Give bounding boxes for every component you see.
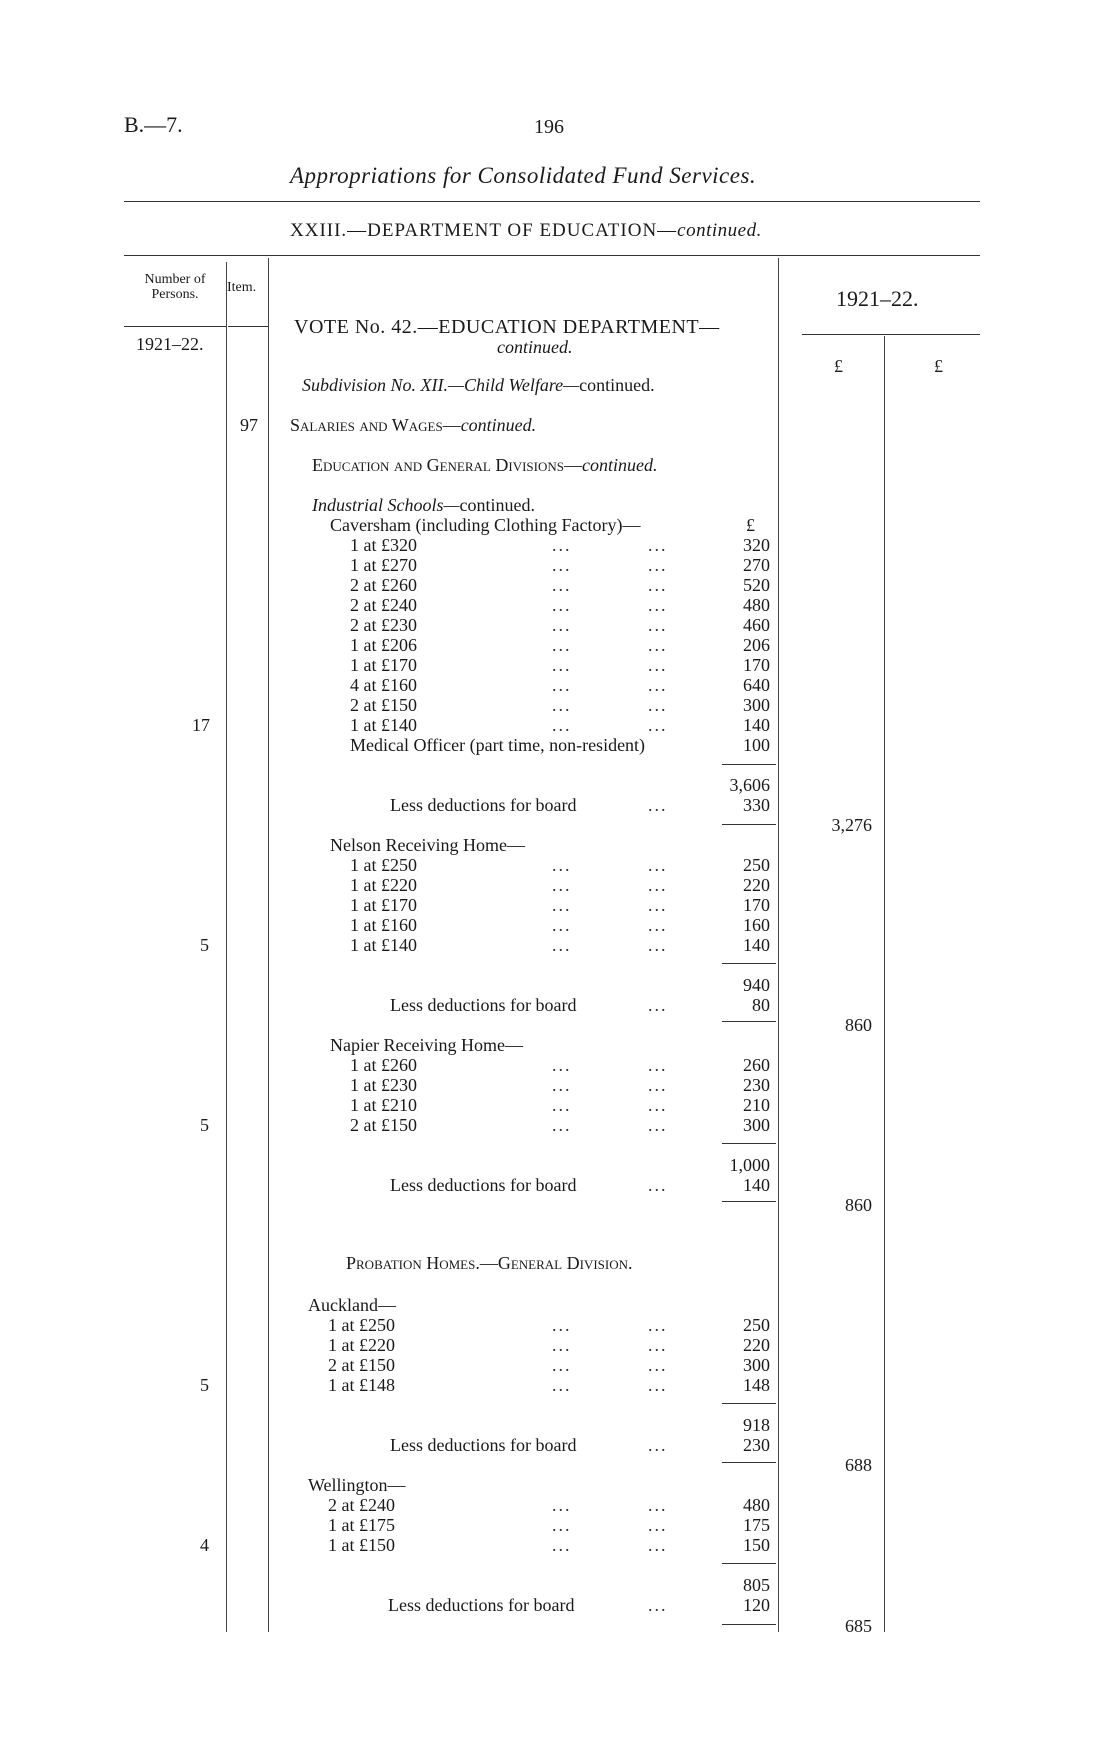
napier-row-dots: ... — [552, 1055, 572, 1075]
napier-row-label: 1 at £230 — [350, 1075, 417, 1095]
persons-item-divider — [226, 262, 227, 1632]
caversham-less-label: Less deductions for board — [390, 795, 577, 815]
section-heading-main: XXIII.—DEPARTMENT OF EDUCATION— — [290, 220, 678, 241]
napier-subtotal: 1,000 — [729, 1155, 770, 1175]
caversham-row-amount: 170 — [743, 655, 770, 675]
wellington-row-dots: ... — [648, 1535, 668, 1555]
napier-row-label: 1 at £210 — [350, 1095, 417, 1115]
napier-row-dots: ... — [552, 1115, 572, 1135]
nelson-row-amount: 250 — [743, 855, 770, 875]
napier-row-dots: ... — [648, 1075, 668, 1095]
caversham-row-dots: ... — [648, 715, 668, 735]
auckland-row-amount: 250 — [743, 1315, 770, 1335]
caversham-title: Caversham (including Clothing Factory)— — [330, 515, 641, 535]
wellington-persons: 4 — [200, 1535, 209, 1555]
section-heading-continued: continued. — [677, 220, 762, 241]
auckland-row-label: 2 at £150 — [328, 1355, 395, 1375]
caversham-row-label: 4 at £160 — [350, 675, 417, 695]
caversham-row-label: 1 at £140 — [350, 715, 417, 735]
auckland-less-dots: ... — [648, 1435, 668, 1455]
nelson-less-label: Less deductions for board — [390, 995, 577, 1015]
nelson-persons: 5 — [200, 935, 209, 955]
nelson-row-dots: ... — [552, 855, 572, 875]
caversham-row-dots: ... — [552, 675, 572, 695]
auckland-row-label: 1 at £250 — [328, 1315, 395, 1335]
nelson-row-label: 1 at £140 — [350, 935, 417, 955]
caversham-row-amount: 480 — [743, 595, 770, 615]
nelson-row-amount: 170 — [743, 895, 770, 915]
auckland-row-dots: ... — [648, 1315, 668, 1335]
section-heading — [290, 220, 762, 242]
education-continued: continued. — [581, 455, 658, 475]
section-rule — [124, 255, 980, 256]
wellington-less-label: Less deductions for board — [388, 1595, 575, 1615]
wellington-less-dots: ... — [648, 1595, 668, 1615]
napier-row-dots: ... — [648, 1115, 668, 1135]
nelson-row-dots: ... — [648, 895, 668, 915]
wellington-row-label: 2 at £240 — [328, 1495, 395, 1515]
caversham-row-dots: ... — [648, 575, 668, 595]
wellington-net: 685 — [845, 1616, 872, 1636]
napier-row-amount: 300 — [743, 1115, 770, 1135]
medical-officer-amount: 100 — [743, 735, 770, 755]
caversham-row-amount: 640 — [743, 675, 770, 695]
caversham-row-dots: ... — [648, 555, 668, 575]
salaries-heading — [290, 415, 536, 436]
document-ref: B.—7. — [124, 112, 183, 137]
caversham-row-dots: ... — [552, 555, 572, 575]
nelson-row-label: 1 at £250 — [350, 855, 417, 875]
auckland-row-label: 1 at £148 — [328, 1375, 395, 1395]
auckland-row-dots: ... — [552, 1315, 572, 1335]
napier-sum-rule — [722, 1143, 776, 1144]
napier-row-amount: 260 — [743, 1055, 770, 1075]
page-title: Appropriations for Consolidated Fund Services. — [290, 163, 757, 188]
napier-persons: 5 — [200, 1115, 209, 1135]
napier-row-label: 2 at £150 — [350, 1115, 417, 1135]
napier-less-dots: ... — [648, 1175, 668, 1195]
wellington-less: 120 — [743, 1595, 770, 1615]
nelson-row-dots: ... — [648, 855, 668, 875]
subdivision-continued: continued. — [579, 375, 655, 395]
caversham-row-label: 2 at £260 — [350, 575, 417, 595]
pound-column-1: £ — [834, 356, 843, 376]
caversham-row-dots: ... — [552, 575, 572, 595]
nelson-row-dots: ... — [552, 915, 572, 935]
wellington-row-dots: ... — [648, 1515, 668, 1535]
amount-columns-divider — [884, 336, 885, 1632]
nelson-less-dots: ... — [648, 995, 668, 1015]
napier-net-rule — [722, 1201, 776, 1202]
nelson-title: Nelson Receiving Home— — [330, 835, 525, 855]
caversham-row-dots: ... — [552, 695, 572, 715]
auckland-less-label: Less deductions for board — [390, 1435, 577, 1455]
auckland-row-dots: ... — [552, 1355, 572, 1375]
caversham-row-dots: ... — [648, 595, 668, 615]
auckland-less: 230 — [743, 1435, 770, 1455]
auckland-row-dots: ... — [648, 1335, 668, 1355]
persons-year-label: 1921–22. — [136, 334, 204, 354]
wellington-row-dots: ... — [552, 1515, 572, 1535]
caversham-pound: £ — [746, 515, 755, 535]
caversham-row-dots: ... — [552, 535, 572, 555]
text-amount-divider — [778, 258, 779, 1632]
caversham-row-dots: ... — [552, 715, 572, 735]
item-text-divider — [268, 258, 269, 1632]
caversham-row-amount: 140 — [743, 715, 770, 735]
industrial-continued: continued. — [459, 495, 535, 515]
nelson-row-label: 1 at £170 — [350, 895, 417, 915]
number-of-persons-header: Number of Persons. — [144, 272, 206, 302]
nelson-row-label: 1 at £220 — [350, 875, 417, 895]
salaries-title: Salaries and Wages— — [290, 415, 461, 435]
auckland-row-amount: 220 — [743, 1335, 770, 1355]
subdivision-title: Subdivision No. XII.—Child Welfare— — [302, 375, 580, 395]
nelson-row-dots: ... — [648, 875, 668, 895]
education-title: Education and General Divisions— — [312, 455, 582, 475]
napier-net: 860 — [845, 1195, 872, 1215]
nelson-row-dots: ... — [648, 915, 668, 935]
wellington-sum-rule — [722, 1563, 776, 1564]
wellington-net-rule — [722, 1624, 776, 1625]
napier-row-label: 1 at £260 — [350, 1055, 417, 1075]
caversham-subtotal: 3,606 — [729, 775, 770, 795]
napier-row-dots: ... — [552, 1095, 572, 1115]
subdivision-heading — [302, 375, 655, 396]
item-number: 97 — [240, 415, 258, 435]
caversham-row-label: 1 at £270 — [350, 555, 417, 575]
caversham-sum-rule — [722, 764, 776, 765]
wellington-subtotal: 805 — [743, 1575, 770, 1595]
header-rule-right — [802, 334, 980, 335]
auckland-row-dots: ... — [648, 1375, 668, 1395]
caversham-persons: 17 — [192, 715, 210, 735]
napier-row-amount: 210 — [743, 1095, 770, 1115]
wellington-row-amount: 480 — [743, 1495, 770, 1515]
header-rule-item — [228, 326, 268, 327]
napier-row-amount: 230 — [743, 1075, 770, 1095]
napier-row-dots: ... — [648, 1055, 668, 1075]
caversham-row-label: 2 at £150 — [350, 695, 417, 715]
caversham-net: 3,276 — [831, 815, 872, 835]
nelson-row-dots: ... — [552, 935, 572, 955]
auckland-row-dots: ... — [552, 1335, 572, 1355]
auckland-row-dots: ... — [552, 1375, 572, 1395]
caversham-row-label: 2 at £230 — [350, 615, 417, 635]
caversham-row-dots: ... — [552, 615, 572, 635]
salaries-continued: continued. — [460, 415, 537, 435]
nelson-less: 80 — [752, 995, 770, 1015]
pound-column-2: £ — [934, 356, 943, 376]
caversham-less-dots: ... — [648, 795, 668, 815]
page-number: 196 — [534, 116, 564, 138]
auckland-title: Auckland— — [308, 1295, 396, 1315]
auckland-net: 688 — [845, 1455, 872, 1475]
caversham-row-amount: 320 — [743, 535, 770, 555]
caversham-row-dots: ... — [648, 615, 668, 635]
title-rule — [124, 201, 980, 202]
napier-row-dots: ... — [648, 1095, 668, 1115]
wellington-row-label: 1 at £175 — [328, 1515, 395, 1535]
nelson-row-amount: 160 — [743, 915, 770, 935]
caversham-row-dots: ... — [648, 535, 668, 555]
amount-year-header: 1921–22. — [836, 286, 919, 311]
nelson-sum-rule — [722, 963, 776, 964]
caversham-row-amount: 270 — [743, 555, 770, 575]
caversham-row-label: 2 at £240 — [350, 595, 417, 615]
item-header: Item. — [227, 280, 257, 295]
auckland-persons: 5 — [200, 1375, 209, 1395]
auckland-net-rule — [722, 1462, 776, 1463]
caversham-net-rule — [722, 824, 776, 825]
napier-row-dots: ... — [552, 1075, 572, 1095]
nelson-row-amount: 220 — [743, 875, 770, 895]
probation-heading: Probation Homes.—General Division. — [346, 1253, 633, 1273]
wellington-row-dots: ... — [648, 1495, 668, 1515]
nelson-row-dots: ... — [552, 875, 572, 895]
napier-title: Napier Receiving Home— — [330, 1035, 523, 1055]
medical-officer-label: Medical Officer (part time, non-resident) — [350, 735, 646, 755]
auckland-subtotal: 918 — [743, 1415, 770, 1435]
caversham-row-label: 1 at £320 — [350, 535, 417, 555]
nelson-row-amount: 140 — [743, 935, 770, 955]
vote-continued: continued. — [497, 337, 573, 357]
auckland-sum-rule — [722, 1403, 776, 1404]
wellington-row-dots: ... — [552, 1495, 572, 1515]
caversham-row-dots: ... — [552, 655, 572, 675]
industrial-title: Industrial Schools— — [312, 495, 460, 515]
caversham-row-label: 1 at £206 — [350, 635, 417, 655]
industrial-heading — [312, 495, 535, 516]
caversham-row-dots: ... — [648, 675, 668, 695]
caversham-row-dots: ... — [552, 595, 572, 615]
nelson-net: 860 — [845, 1015, 872, 1035]
caversham-row-amount: 460 — [743, 615, 770, 635]
auckland-row-dots: ... — [648, 1355, 668, 1375]
header-rule-left — [124, 326, 226, 327]
nelson-row-dots: ... — [552, 895, 572, 915]
nelson-net-rule — [722, 1021, 776, 1022]
wellington-row-amount: 175 — [743, 1515, 770, 1535]
napier-less: 140 — [743, 1175, 770, 1195]
nelson-subtotal: 940 — [743, 975, 770, 995]
auckland-row-amount: 300 — [743, 1355, 770, 1375]
nelson-row-label: 1 at £160 — [350, 915, 417, 935]
caversham-less: 330 — [743, 795, 770, 815]
education-heading — [312, 455, 657, 476]
nelson-row-dots: ... — [648, 935, 668, 955]
caversham-row-amount: 300 — [743, 695, 770, 715]
wellington-row-dots: ... — [552, 1535, 572, 1555]
caversham-row-dots: ... — [552, 635, 572, 655]
auckland-row-amount: 148 — [743, 1375, 770, 1395]
auckland-row-label: 1 at £220 — [328, 1335, 395, 1355]
vote-title: VOTE No. 42.—EDUCATION DEPARTMENT— — [294, 316, 720, 338]
caversham-row-dots: ... — [648, 695, 668, 715]
caversham-row-dots: ... — [648, 655, 668, 675]
caversham-row-amount: 206 — [743, 635, 770, 655]
caversham-row-label: 1 at £170 — [350, 655, 417, 675]
napier-less-label: Less deductions for board — [390, 1175, 577, 1195]
wellington-row-amount: 150 — [743, 1535, 770, 1555]
wellington-row-label: 1 at £150 — [328, 1535, 395, 1555]
caversham-row-amount: 520 — [743, 575, 770, 595]
caversham-row-dots: ... — [648, 635, 668, 655]
wellington-title: Wellington— — [308, 1475, 406, 1495]
